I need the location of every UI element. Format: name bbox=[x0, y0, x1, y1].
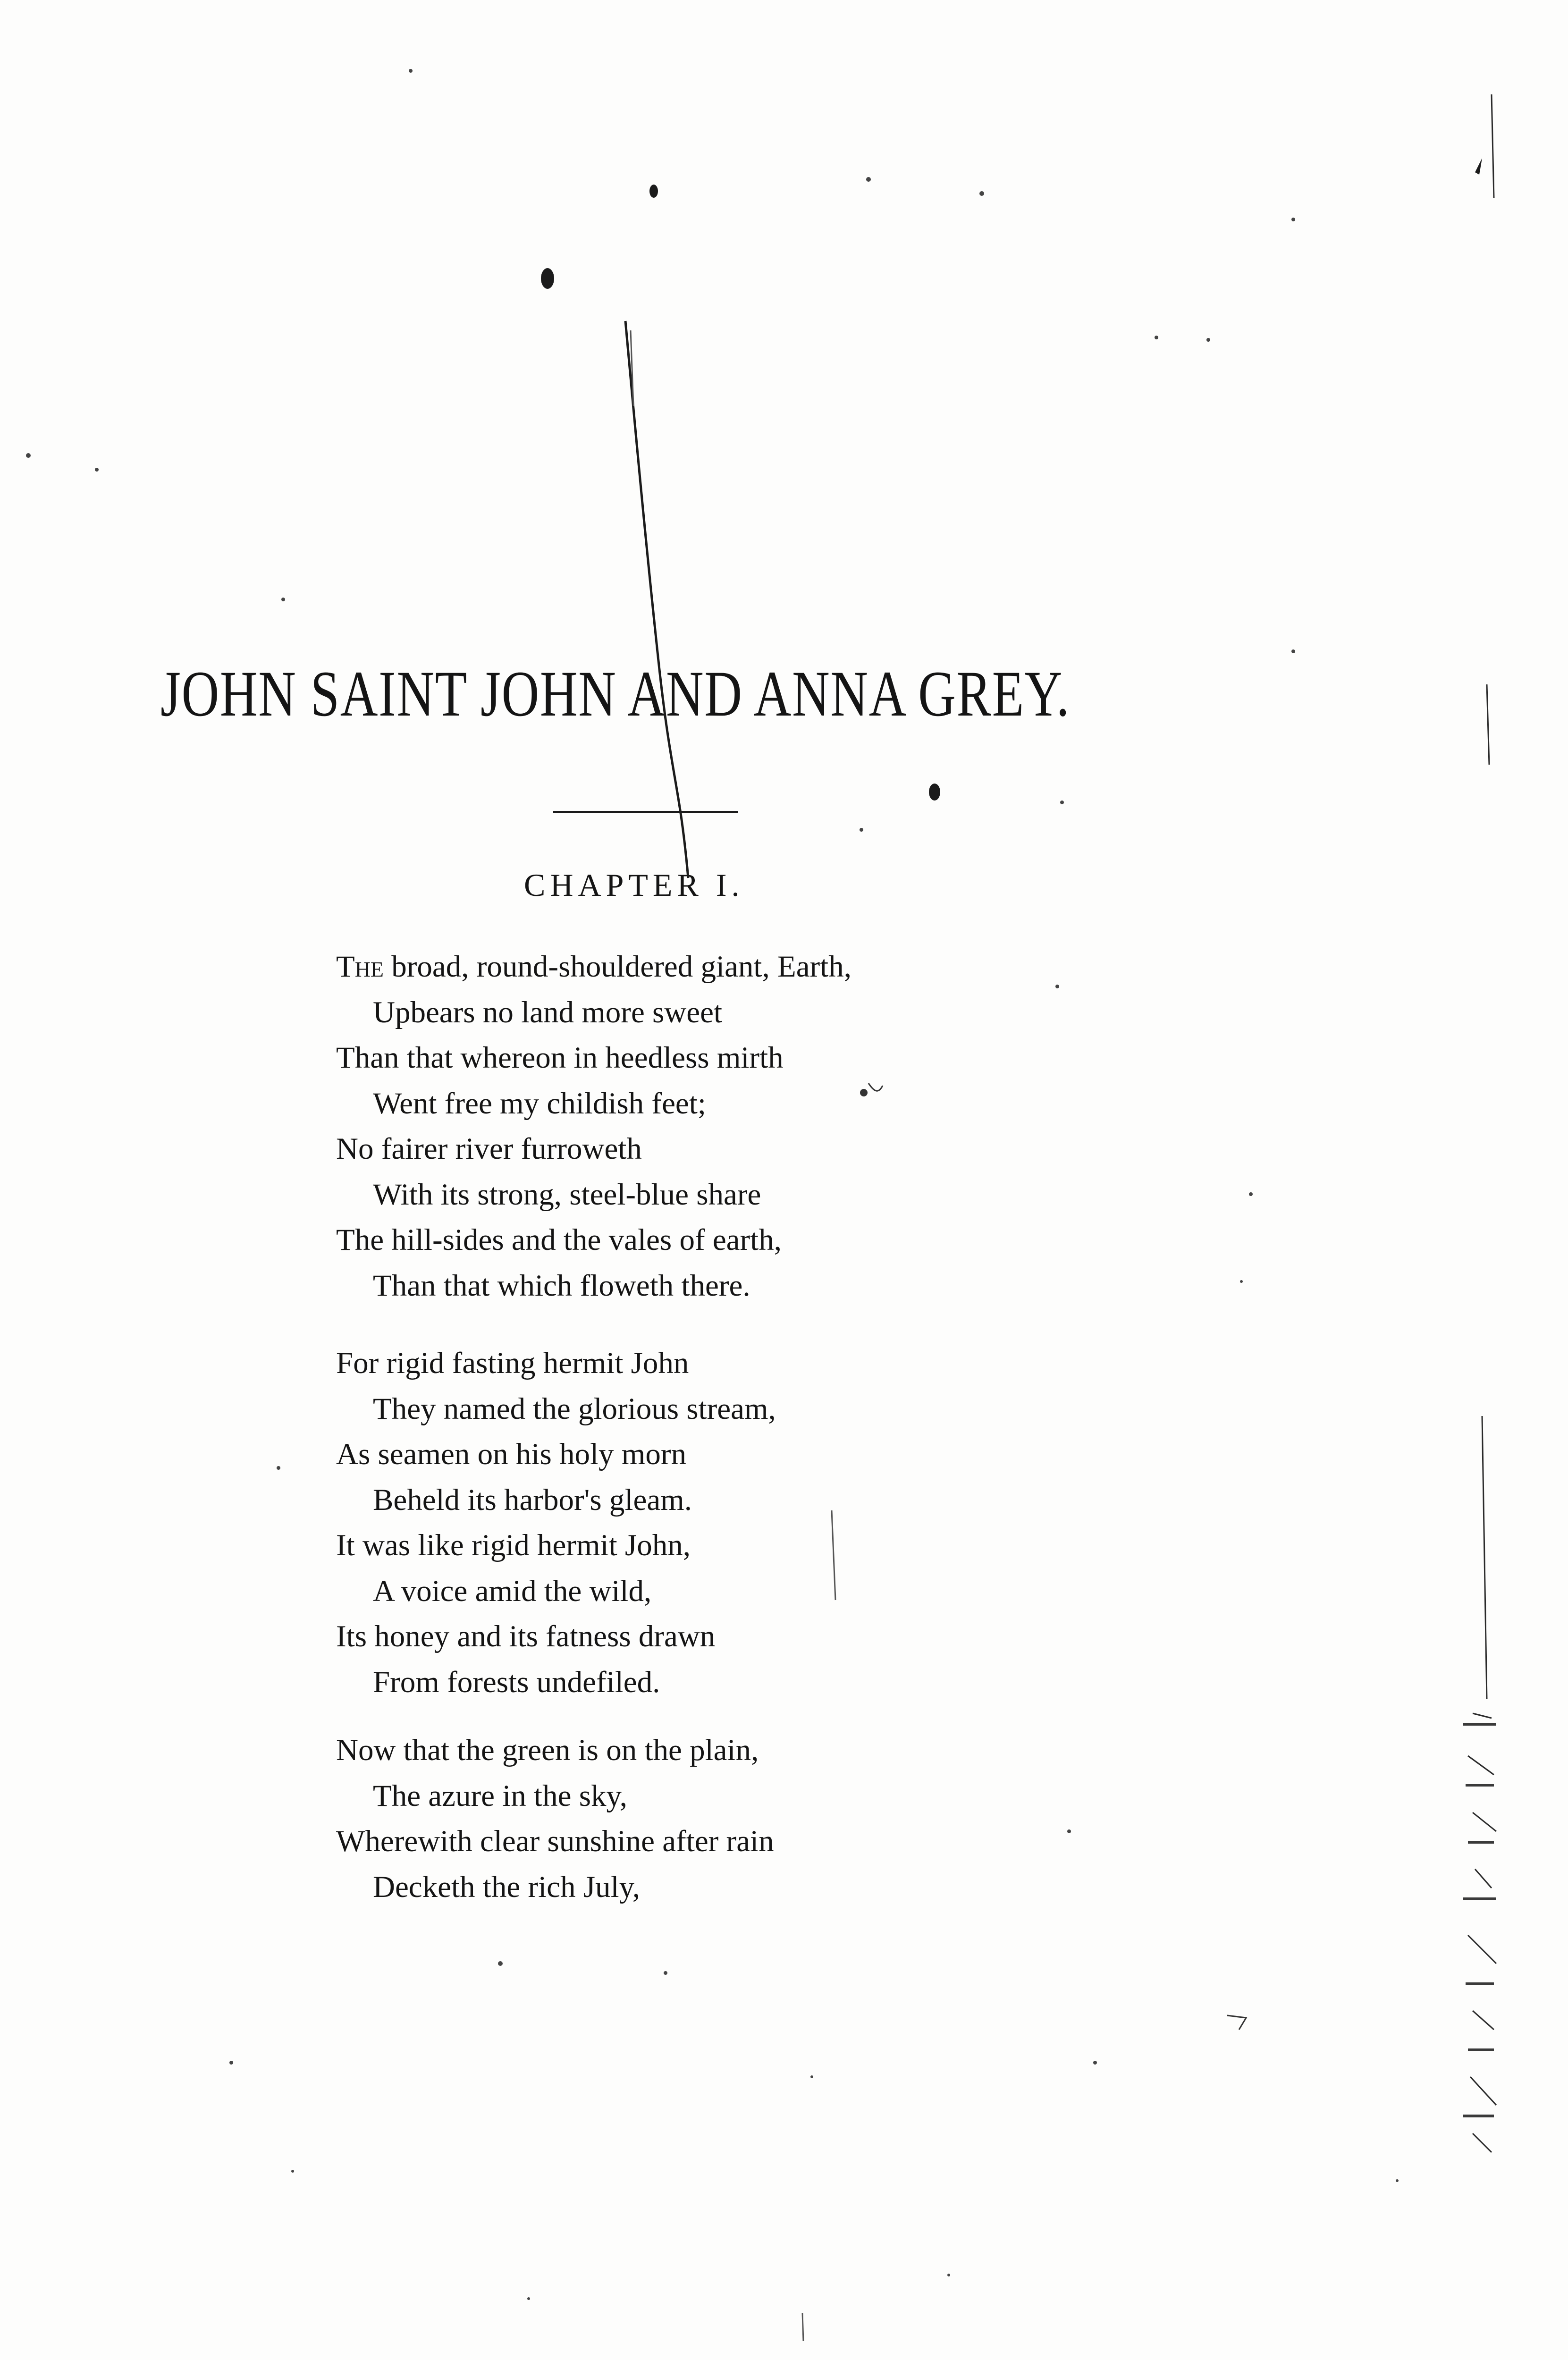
ink-blot bbox=[1475, 158, 1482, 175]
poem-line: They named the glorious stream, bbox=[373, 1391, 776, 1426]
stanza-3 bbox=[336, 1728, 774, 1910]
stray-pen-stroke bbox=[631, 330, 633, 406]
poem-line: Upbears no land more sweet bbox=[373, 995, 723, 1029]
stanza-1 bbox=[336, 944, 851, 1308]
poem-line: From forests undefiled. bbox=[373, 1665, 660, 1699]
stray-mark bbox=[802, 2313, 803, 2341]
stray-mark bbox=[868, 1083, 883, 1091]
poem-line: Than that which floweth there. bbox=[373, 1268, 750, 1303]
poem-line: It was like rigid hermit John, bbox=[336, 1528, 691, 1562]
poem-line: As seamen on his holy morn bbox=[336, 1437, 687, 1471]
poem-line: Wherewith clear sunshine after rain bbox=[336, 1824, 774, 1858]
stray-pen-stroke bbox=[625, 321, 688, 878]
poem-line: Now that the green is on the plain, bbox=[336, 1733, 759, 1767]
poem-line: Beheld its harbor's gleam. bbox=[373, 1483, 692, 1517]
ink-blot bbox=[541, 268, 554, 289]
poem-line: No fairer river furroweth bbox=[336, 1132, 642, 1166]
ink-blot bbox=[860, 1089, 868, 1096]
title-divider bbox=[553, 811, 738, 813]
poem-line: Decketh the rich July, bbox=[373, 1870, 641, 1904]
poem-line: A voice amid the wild, bbox=[373, 1574, 652, 1608]
poem-line: The hill-sides and the vales of earth, bbox=[336, 1223, 782, 1257]
stray-mark bbox=[1227, 2015, 1246, 2030]
poem-line: Went free my childish feet; bbox=[373, 1086, 706, 1121]
ink-blot bbox=[929, 784, 940, 801]
stanza-2 bbox=[336, 1340, 776, 1705]
stray-mark bbox=[832, 1510, 835, 1600]
chapter-title: JOHN SAINT JOHN AND ANNA GREY. bbox=[160, 657, 1071, 730]
poem-line: Than that whereon in heedless mirth bbox=[336, 1041, 784, 1075]
chapter-heading: CHAPTER I. bbox=[524, 867, 744, 903]
poem-line: With its strong, steel-blue share bbox=[373, 1177, 761, 1212]
poem-line: The azure in the sky, bbox=[373, 1778, 628, 1813]
poem-line bbox=[336, 944, 851, 990]
line-text: broad, round-shouldered giant, Earth, bbox=[384, 950, 851, 984]
poem-line: Its honey and its fatness drawn bbox=[336, 1619, 716, 1653]
ink-blot bbox=[649, 185, 658, 198]
line-lead-word: The bbox=[336, 950, 384, 984]
poem-line: For rigid fasting hermit John bbox=[336, 1346, 689, 1380]
